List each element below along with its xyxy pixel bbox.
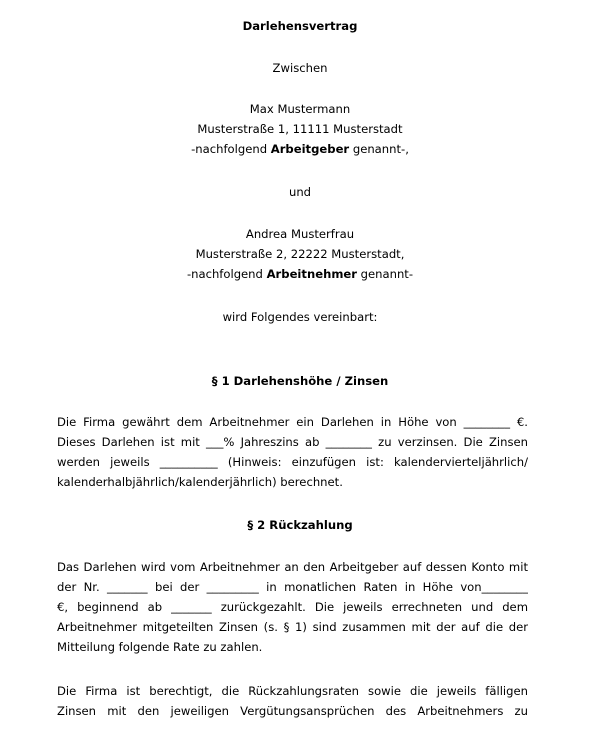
document-title: Darlehensvertrag	[242, 19, 358, 33]
and-label: und	[288, 185, 312, 199]
section1-line: Dieses Darlehen ist mit ___% Jahreszins ab ________ zu verzinsen. Die Zinsen	[57, 435, 528, 449]
party1-name: Max Mustermann	[249, 102, 351, 116]
between-label: Zwischen	[272, 61, 328, 75]
section2-para1-line: Das Darlehen wird vom Arbeitnehmer an den Arbeitgeber auf dessen Konto mit	[57, 560, 528, 574]
agreement-clause: wird Folgendes vereinbart:	[222, 310, 378, 324]
party2-name: Andrea Musterfrau	[245, 227, 355, 241]
party2-role	[0, 264, 600, 284]
party2-role-suffix: genannt-	[356, 267, 414, 281]
party2-role-prefix: -nachfolgend	[186, 267, 267, 281]
party2-role-term: Arbeitnehmer	[266, 267, 357, 281]
section2-para2-line: Die Firma ist berechtigt, die Rückzahlungsraten sowie die jeweils fälligen	[57, 684, 528, 698]
section2-para1-line: Mitteilung folgende Rate zu zahlen.	[57, 640, 263, 654]
section2-heading: § 2 Rückzahlung	[247, 518, 353, 532]
party1-role	[0, 139, 600, 159]
party1-role-prefix: -nachfolgend	[191, 142, 271, 156]
section1-line: kalenderhalbjährlich/kalenderjährlich) berechnet.	[57, 475, 343, 489]
party1-role-term: Arbeitgeber	[270, 142, 350, 156]
section2-para1-line: Arbeitnehmer mitgeteilten Zinsen (s. § 1) sind zusammen mit der auf die der	[57, 620, 528, 634]
section1-line: Die Firma gewährt dem Arbeitnehmer ein Darlehen in Höhe von ________ €.	[57, 415, 528, 429]
section2-para1-line: der Nr. _______ bei der _________ in monatlichen Raten in Höhe von________	[57, 580, 528, 594]
section1-heading: § 1 Darlehenshöhe / Zinsen	[211, 374, 389, 388]
party2-address: Musterstraße 2, 22222 Musterstadt,	[195, 247, 405, 261]
party1-role-suffix: genannt-,	[349, 142, 409, 156]
section2-para1-line: €, beginnend ab _______ zurückgezahlt. Die jeweils errechneten und dem	[57, 600, 528, 614]
party1-address: Musterstraße 1, 11111 Musterstadt	[197, 122, 403, 136]
section2-para2-line: Zinsen mit den jeweiligen Vergütungsansprüchen des Arbeitnehmers zu	[57, 704, 528, 718]
section1-line: werden jeweils __________ (Hinweis: einzufügen ist: kalendervierteljährlich/	[57, 455, 528, 469]
